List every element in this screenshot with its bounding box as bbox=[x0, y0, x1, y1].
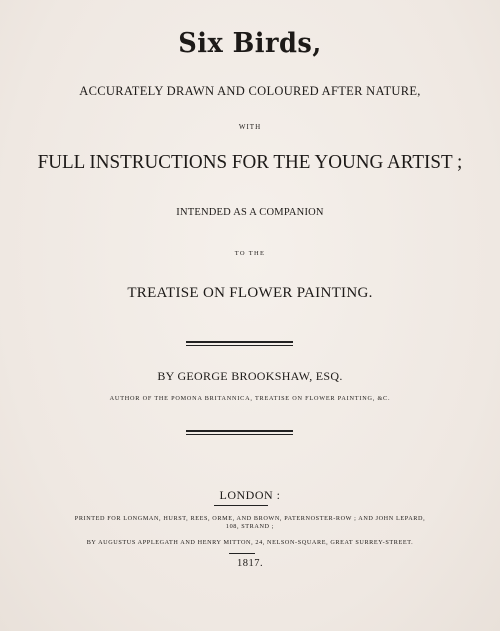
book-title: Six Birds, bbox=[178, 28, 322, 59]
imprint-place: LONDON : bbox=[219, 488, 281, 502]
connector-with: WITH bbox=[238, 123, 262, 131]
intended-line: INTENDED AS A COMPANION bbox=[176, 207, 324, 218]
divider-rule-thick bbox=[186, 341, 293, 343]
publication-year: 1817. bbox=[236, 558, 264, 569]
connector-to-the: TO THE bbox=[234, 250, 266, 257]
divider-rule-thin bbox=[186, 345, 293, 346]
imprint-publishers bbox=[0, 515, 500, 531]
book-subtitle: ACCURATELY DRAWN AND COLOURED AFTER NATURE, bbox=[79, 84, 421, 98]
divider-rule-thin bbox=[186, 434, 293, 435]
imprint-line-2: 108, STRAND ; bbox=[225, 523, 275, 530]
place-underline bbox=[214, 505, 268, 506]
year-rule bbox=[229, 553, 255, 554]
treatise-title: TREATISE ON FLOWER PAINTING. bbox=[127, 285, 373, 301]
instructions-heading: FULL INSTRUCTIONS FOR THE YOUNG ARTIST ; bbox=[37, 151, 463, 173]
author-credits: AUTHOR OF THE POMONA BRITANNICA, TREATISE ON FLOWER PAINTING, &C. bbox=[109, 395, 391, 402]
imprint-printers: BY AUGUSTUS APPLEGATH AND HENRY MITTON, 24, NELSON-SQUARE, GREAT SURREY-STREET. bbox=[86, 539, 414, 546]
divider-rule-thick bbox=[186, 430, 293, 432]
author-line: BY GEORGE BROOKSHAW, ESQ. bbox=[157, 369, 343, 383]
imprint-line-1: PRINTED FOR LONGMAN, HURST, REES, ORME, AND BROWN, PATERNOSTER-ROW ; AND JOHN LEPARD, bbox=[74, 515, 426, 522]
